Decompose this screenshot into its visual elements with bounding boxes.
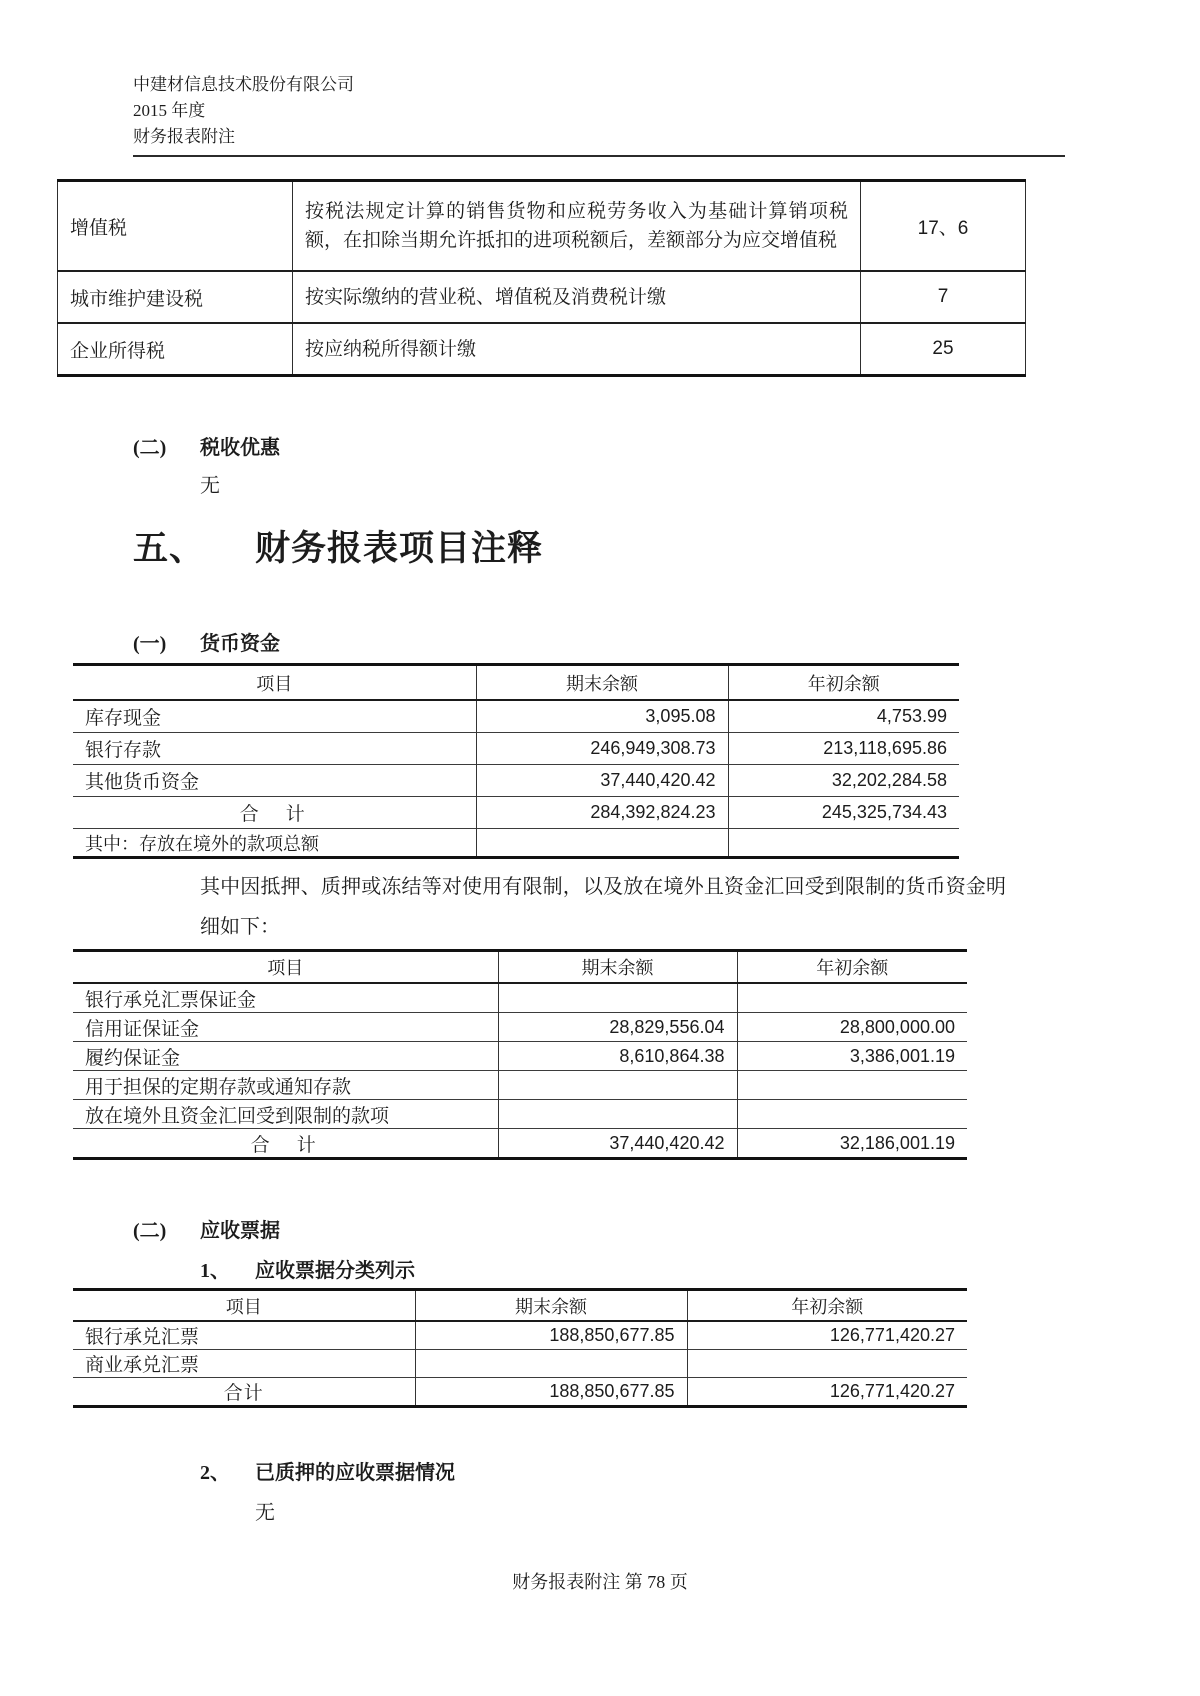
section-title: 税收优惠 — [200, 437, 280, 459]
opening-balance-cell: 28,800,000.00 — [737, 1013, 967, 1042]
company-name: 中建材信息技术股份有限公司 — [133, 75, 354, 94]
closing-balance-cell: 28,829,556.04 — [498, 1013, 737, 1042]
total-row — [73, 1378, 967, 1407]
closing-balance-cell: 37,440,420.42 — [476, 765, 728, 797]
item-cell: 银行存款 — [73, 733, 476, 765]
table-row — [73, 1321, 967, 1350]
column-header-closing-balance: 期末余额 — [498, 951, 737, 984]
table-row — [58, 323, 1026, 376]
table-header-row — [73, 1290, 967, 1322]
table-header-row — [73, 951, 967, 984]
section-heading-tax-preference — [133, 435, 1200, 461]
item-cell: 其他货币资金 — [73, 765, 476, 797]
empty-value-cell — [728, 829, 959, 858]
item-cell: 信用证保证金 — [73, 1013, 498, 1042]
tax-rate-cell: 17、6 — [861, 181, 1026, 272]
item-cell: 库存现金 — [73, 700, 476, 733]
section-heading-monetary-funds — [133, 631, 1200, 657]
table-row — [58, 181, 1026, 272]
subsection-title: 应收票据分类列示 — [255, 1260, 415, 1282]
subsection-title: 已质押的应收票据情况 — [255, 1462, 455, 1484]
subsection-body-none: 无 — [255, 1502, 275, 1524]
table-row — [73, 700, 959, 733]
column-header-closing-balance: 期末余额 — [476, 665, 728, 701]
section-number: (二) — [133, 437, 167, 459]
closing-balance-cell: 246,949,308.73 — [476, 733, 728, 765]
tax-basis-cell: 按应纳税所得额计缴 — [293, 323, 861, 376]
restricted-funds-paragraph: 其中因抵押、质押或冻结等对使用有限制，以及放在境外且资金汇回受到限制的货币资金明细如下： — [200, 876, 1006, 938]
opening-balance-cell: 4,753.99 — [728, 700, 959, 733]
fiscal-year: 2015 年度 — [133, 101, 206, 120]
opening-balance-cell — [687, 1350, 967, 1378]
item-cell: 用于担保的定期存款或通知存款 — [73, 1071, 498, 1100]
closing-balance-total-cell: 188,850,677.85 — [415, 1378, 687, 1407]
closing-balance-cell: 8,610,864.38 — [498, 1042, 737, 1071]
tax-type-cell: 增值税 — [58, 181, 293, 272]
closing-balance-cell — [498, 1100, 737, 1129]
tax-rate-cell: 25 — [861, 323, 1026, 376]
closing-balance-cell — [498, 983, 737, 1013]
closing-balance-cell — [415, 1350, 687, 1378]
total-label-cell: 合计 — [73, 1378, 415, 1407]
total-label-cell: 合 计 — [73, 1129, 498, 1159]
chapter-title: 财务报表项目注释 — [255, 529, 544, 568]
item-cell: 放在境外且资金汇回受到限制的款项 — [73, 1100, 498, 1129]
tax-basis-cell: 按税法规定计算的销售货物和应税劳务收入为基础计算销项税额，在扣除当期允许抵扣的进项税额后，差额部分为应交增值税 — [293, 181, 861, 272]
total-label-cell: 合 计 — [73, 797, 476, 829]
closing-balance-cell: 3,095.08 — [476, 700, 728, 733]
subsection-heading-pledged-bills — [200, 1460, 1200, 1486]
section-body-none: 无 — [200, 475, 220, 497]
section-number: (二) — [133, 1220, 167, 1242]
opening-balance-total-cell: 32,186,001.19 — [737, 1129, 967, 1159]
closing-balance-total-cell: 37,440,420.42 — [498, 1129, 737, 1159]
column-header-opening-balance: 年初余额 — [737, 951, 967, 984]
opening-balance-cell: 32,202,284.58 — [728, 765, 959, 797]
table-row — [73, 1100, 967, 1129]
total-row — [73, 1129, 967, 1159]
opening-balance-total-cell: 245,325,734.43 — [728, 797, 959, 829]
subsection-number: 2、 — [200, 1462, 230, 1484]
closing-balance-cell: 188,850,677.85 — [415, 1321, 687, 1350]
subsection-heading-bills-classification — [200, 1258, 1200, 1284]
section-title: 货币资金 — [200, 633, 280, 655]
section-heading-notes-receivable — [133, 1218, 1200, 1244]
closing-balance-cell — [498, 1071, 737, 1100]
table-row — [73, 733, 959, 765]
opening-balance-cell: 213,118,695.86 — [728, 733, 959, 765]
table-row — [73, 829, 959, 858]
column-header-item: 项目 — [267, 958, 304, 978]
table-row — [73, 1042, 967, 1071]
opening-balance-cell — [737, 1100, 967, 1129]
opening-balance-cell: 3,386,001.19 — [737, 1042, 967, 1071]
bills-receivable-table — [73, 1288, 967, 1408]
subsection-number: 1、 — [200, 1260, 230, 1282]
table-header-row — [73, 665, 959, 701]
closing-balance-total-cell: 284,392,824.23 — [476, 797, 728, 829]
opening-balance-total-cell: 126,771,420.27 — [687, 1378, 967, 1407]
table-row — [73, 1013, 967, 1042]
chapter-heading — [133, 525, 1200, 573]
monetary-funds-table — [73, 663, 959, 859]
section-number: (一) — [133, 633, 167, 655]
item-cell: 银行承兑汇票 — [73, 1321, 415, 1350]
restricted-funds-table — [73, 949, 967, 1160]
item-cell: 银行承兑汇票保证金 — [73, 983, 498, 1013]
opening-balance-cell — [737, 983, 967, 1013]
column-header-item: 项目 — [256, 673, 293, 694]
tax-type-cell: 城市维护建设税 — [58, 271, 293, 323]
tax-type-cell: 企业所得税 — [58, 323, 293, 376]
table-row — [73, 765, 959, 797]
page-footer: 财务报表附注 第 78 页 — [512, 1572, 688, 1592]
tax-rate-cell: 7 — [861, 271, 1026, 323]
empty-value-cell — [476, 829, 728, 858]
column-header-opening-balance: 年初余额 — [728, 665, 959, 701]
opening-balance-cell — [737, 1071, 967, 1100]
column-header-item: 项目 — [225, 1296, 262, 1317]
column-header-opening-balance: 年初余额 — [687, 1290, 967, 1322]
tax-rates-table — [57, 179, 1026, 377]
item-cell: 商业承兑汇票 — [73, 1350, 415, 1378]
table-row — [58, 271, 1026, 323]
document-title: 财务报表附注 — [133, 127, 235, 146]
table-row — [73, 983, 967, 1013]
chapter-number: 五、 — [133, 529, 206, 568]
total-row — [73, 797, 959, 829]
page-header — [133, 72, 1065, 157]
item-cell: 履约保证金 — [73, 1042, 498, 1071]
item-cell: 其中：存放在境外的款项总额 — [73, 829, 476, 858]
tax-basis-cell: 按实际缴纳的营业税、增值税及消费税计缴 — [293, 271, 861, 323]
table-row — [73, 1071, 967, 1100]
opening-balance-cell: 126,771,420.27 — [687, 1321, 967, 1350]
section-title: 应收票据 — [200, 1220, 280, 1242]
table-row — [73, 1350, 967, 1378]
column-header-closing-balance: 期末余额 — [415, 1290, 687, 1322]
